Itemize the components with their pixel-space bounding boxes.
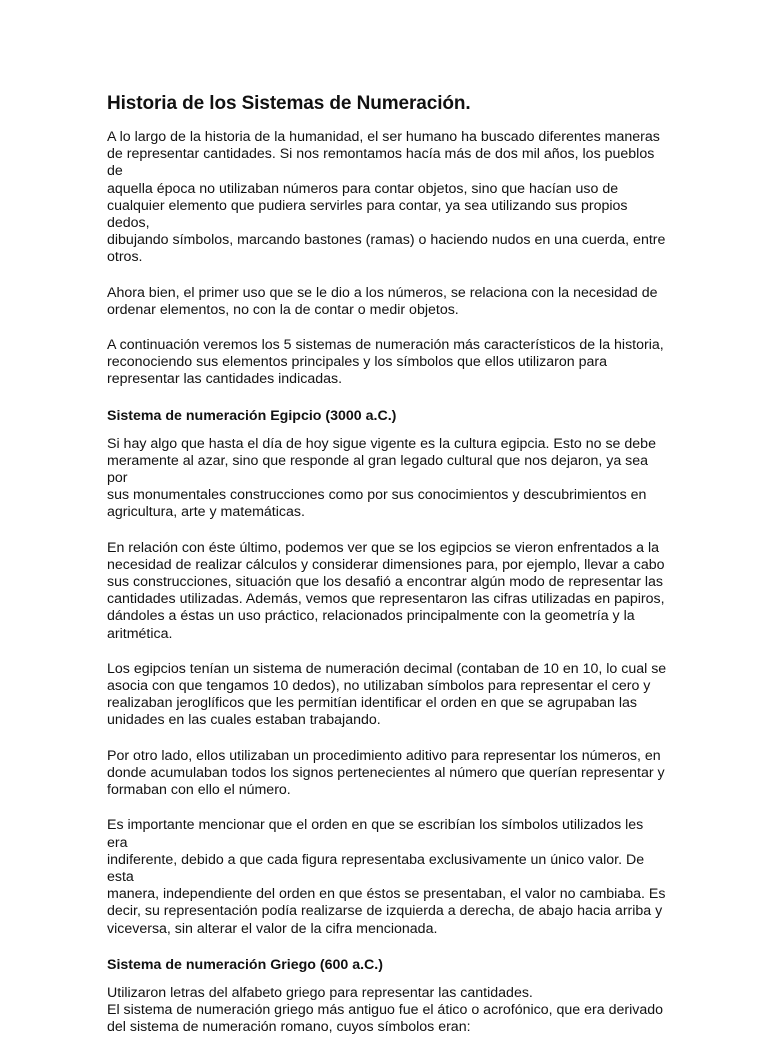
document-page <box>107 92 667 1054</box>
body-paragraph: En relación con éste último, podemos ver que se los egipcios se vieron enfrentados a la necesidad de realizar cálculos y considerar dimensiones para, por ejemplo, llevar a cabo sus construcciones, situación que los desafió a encontrar algún modo de representar las cantidades utilizadas. Además, vemos que representaron las cifras utilizadas en papiros, dándoles a éstas un uso práctico, relacionados principalmente con la geometría y la aritmética. <box>107 539 665 642</box>
page-title: Historia de los Sistemas de Numeración. <box>107 93 471 114</box>
intro-paragraph: A lo largo de la historia de la humanidad, el ser humano ha buscado diferentes maneras de representar cantidades. Si nos remontamos hacía más de dos mil años, los pueblos de aquella época no utilizaban números para contar objetos, sino que hacían uso de cualquier elemento que pudiera servirles para contar, ya sea utilizando sus propios dedos, dibujando símbolos, marcando bastones (ramas) o haciendo nudos en una cuerda, entre otros. <box>107 129 666 266</box>
body-paragraph: Es importante mencionar que el orden en que se escribían los símbolos utilizados les era indiferente, debido a que cada figura representaba exclusivamente un único valor. De esta manera, independiente del orden en que éstos se presentaban, el valor no cambiaba. Es decir, su representación podía realizarse de izquierda a derecha, de abajo hacia arriba y viceversa, sin alterar el valor de la cifra mencionada. <box>107 817 666 937</box>
body-paragraph: Si hay algo que hasta el día de hoy sigue vigente es la cultura egipcia. Esto no se debe meramente al azar, sino que responde al gran legado cultural que nos dejaron, ya sea por sus monumentales construcciones como por sus conocimientos y descubrimientos en agricultura, arte y matemáticas. <box>107 435 656 521</box>
intro-paragraph: A continuación veremos los 5 sistemas de numeración más característicos de la historia, reconociendo sus elementos principales y los símbolos que ellos utilizaron para representar las cantidades indicadas. <box>107 337 664 388</box>
section-heading-egipcio: Sistema de numeración Egipcio (3000 a.C.) <box>107 407 397 424</box>
body-paragraph: Por otro lado, ellos utilizaban un procedimiento aditivo para representar los números, en donde acumulaban todos los signos pertenecientes al número que querían representar y formaban con ello el número. <box>107 747 665 799</box>
body-paragraph: Utilizaron letras del alfabeto griego para representar las cantidades. <box>107 984 533 1001</box>
section-heading-griego: Sistema de numeración Griego (600 a.C.) <box>107 956 383 973</box>
intro-paragraph: Ahora bien, el primer uso que se le dio a los números, se relaciona con la necesidad de ordenar elementos, no con la de contar o medir objetos. <box>107 284 658 318</box>
body-paragraph: El sistema de numeración griego más antiguo fue el ático o acrofónico, que era derivado del sistema de numeración romano, cuyos símbolos eran: <box>107 1001 664 1036</box>
body-paragraph: Los egipcios tenían un sistema de numeración decimal (contaban de 10 en 10, lo cual se asocia con que tengamos 10 dedos), no utilizaban símbolos para representar el cero y realizaban jeroglíficos que les permitían identificar el orden en que se agrupaban las unidades en las cuales estaban trabajando. <box>107 660 667 729</box>
